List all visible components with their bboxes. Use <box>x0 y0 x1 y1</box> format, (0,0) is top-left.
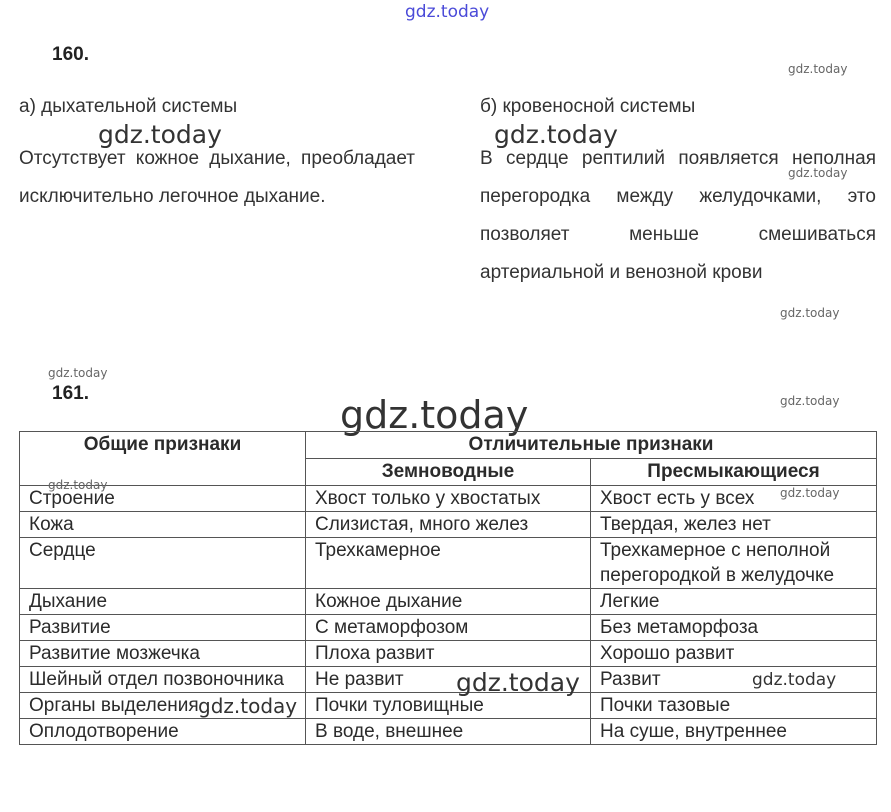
cell-reptiles: Развит <box>591 667 877 693</box>
cell-amphibians: Почки туловищные <box>306 693 591 719</box>
table-row <box>20 538 877 589</box>
cell-feature: Строение <box>20 486 306 512</box>
table-row <box>20 512 877 538</box>
cell-amphibians: Слизистая, много желез <box>306 512 591 538</box>
cell-reptiles: Легкие <box>591 589 877 615</box>
table-row <box>20 719 877 745</box>
watermark-top: gdz.today <box>405 2 490 22</box>
task-161-number: 161. <box>52 383 89 404</box>
watermark: gdz.today <box>198 694 298 718</box>
task-160-left-heading: а) дыхательной системы <box>19 96 238 117</box>
header-general: Общие признаки <box>20 432 306 486</box>
cell-reptiles: Трехкамерное с неполной перегородкой в желудочке <box>591 538 877 589</box>
watermark: gdz.today <box>494 120 618 149</box>
cell-amphibians: Хвост только у хвостатых <box>306 486 591 512</box>
cell-reptiles: Хвост есть у всех <box>591 486 877 512</box>
cell-feature: Сердце <box>20 538 306 589</box>
cell-reptiles: Без метаморфоза <box>591 615 877 641</box>
cell-reptiles: На суше, внутреннее <box>591 719 877 745</box>
cell-feature: Дыхание <box>20 589 306 615</box>
cell-amphibians: Трехкамерное <box>306 538 591 589</box>
task-160-left-text: Отсутствует кожное дыхание, преобладает исключительно легочное дыхание. <box>19 148 415 207</box>
header-amphibians: Земноводные <box>306 459 591 486</box>
watermark: gdz.today <box>456 668 580 697</box>
cell-reptiles: Твердая, желез нет <box>591 512 877 538</box>
watermark: gdz.today <box>98 120 222 149</box>
table-row <box>20 641 877 667</box>
table-row <box>20 589 877 615</box>
watermark: gdz.today <box>48 366 108 380</box>
task-160-right-heading: б) кровеносной системы <box>480 96 696 117</box>
cell-amphibians: Не развит <box>306 667 591 693</box>
task-160-right-text: В сердце рептилий появляется неполная перегородка между желудочками, это позволяет меньше смешиваться артериальной и венозной крови <box>480 148 876 283</box>
watermark: gdz.today <box>788 62 848 76</box>
cell-feature: Шейный отдел позвоночника <box>20 667 306 693</box>
cell-amphibians: Плоха развит <box>306 641 591 667</box>
cell-amphibians: В воде, внешнее <box>306 719 591 745</box>
task-160-number: 160. <box>52 44 89 65</box>
cell-amphibians: Кожное дыхание <box>306 589 591 615</box>
table-row <box>20 486 877 512</box>
watermark: gdz.today <box>780 486 840 500</box>
watermark: gdz.today <box>48 478 108 492</box>
comparison-table <box>19 431 877 745</box>
header-reptiles: Пресмыкающиеся <box>591 459 877 486</box>
watermark: gdz.today <box>788 166 848 180</box>
cell-feature: Развитие <box>20 615 306 641</box>
watermark-large: gdz.today <box>340 393 529 437</box>
watermark: gdz.today <box>780 394 840 408</box>
watermark: gdz.today <box>780 306 840 320</box>
cell-feature: Развитие мозжечка <box>20 641 306 667</box>
cell-feature: Органы выделения <box>20 693 306 719</box>
cell-reptiles: Почки тазовые <box>591 693 877 719</box>
watermark: gdz.today <box>752 670 837 690</box>
table-row <box>20 693 877 719</box>
cell-reptiles: Хорошо развит <box>591 641 877 667</box>
table-row <box>20 615 877 641</box>
cell-amphibians: С метаморфозом <box>306 615 591 641</box>
table-header-row <box>20 432 877 459</box>
cell-feature: Оплодотворение <box>20 719 306 745</box>
header-distinct: Отличительные признаки <box>306 432 877 459</box>
table-row <box>20 667 877 693</box>
cell-feature: Кожа <box>20 512 306 538</box>
